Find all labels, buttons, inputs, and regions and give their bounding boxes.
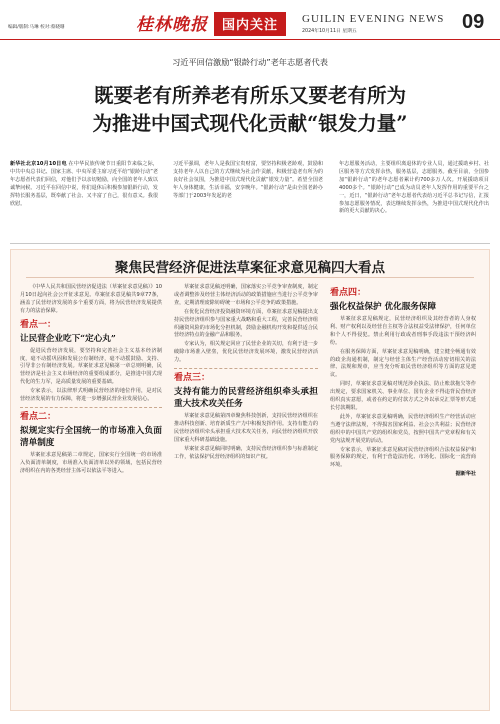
point-3-title: 支持有能力的民营经济组织牵头承担重大技术攻关任务 [174,387,318,410]
point-2-title: 拟规定实行全国统一的市场准入负面清单制度 [20,425,162,448]
dateline-lead: 新华社北京10月10日电 [10,161,67,167]
editor-credit: 编辑/版制:马琳 校对:蔡晓珊 [8,25,65,30]
paragraph: 草案征求意见稿规定，民营经济组织及其经营者的人身权利、财产权利以及经营自主权等合法权益受法律保护，任何单位和个人不得侵犯。禁止利用行政或者刑事手段违法干预经济纠纷。 [330,316,476,346]
newspaper-brand: GUILIN EVENING NEWS [302,13,445,25]
dashed-divider [174,368,318,369]
paragraph: 草案征求意见稿第四章聚焦科技创新，支持民营经济组织在推动科技创新、培育新质生产力中积极发挥作用。支持有能力的民营经济组织牵头承担重大技术攻关任务，向民营经济组织开放国家重大科研基础设施。 [174,413,318,443]
paragraph: 草案征求意见稿还明确，国家落实公平竞争审查制度，制定或者调整涉及经营主体经济活动的政策措施应当进行公平竞争审查，定期清理废除妨碍统一市场和公平竞争的政策措施。 [174,284,318,306]
page-number: 09 [462,11,485,33]
page-header [0,0,500,40]
article-column-1 [10,161,158,208]
point-4-label: 看点四： [330,288,367,298]
feature-column-1 [20,284,162,477]
paragraph: 草案征求意见稿同时明确，支持民营经济组织参与标准制定工作，依法保护民营经济组织的知识产权。 [174,445,318,460]
paragraph: 在服务保障方面，草案征求意见稿明确，建立健全畅通有效的政企沟通机制，制定与经营主体生产经营活动密切相关的法律、法规和规章，应当充分听取民营经济组织等方面的意见建议。 [330,348,476,379]
point-1-title: 让民营企业吃下“定心丸” [20,333,116,344]
paragraph: 专家认为，相关规定回应了民营企业的关切，有利于进一步破除市场准入壁垒，优化民营经济发展环境，激发民营经济活力。 [174,341,318,364]
article-text-3: 年志愿服务活动，主要组织离退休的专业人员，通过援助乡村、社区服务等方式发挥余热，服务基层，志愿服务。截至目前，全国参加“银龄行动”的老年志愿者累计约700多万人次。开展援助项目4000多个。“银龄行动”已成为动员老年人发挥作用的重要平台之一，近日，“银龄行动”老年志愿者代表给习近平总书记写信，汇报参加志愿服务情况，表达继续发挥余热，为推进中国式现代化作出新的更大贡献的决心。 [339,161,489,215]
article-column-3 [339,161,489,216]
feature-title-rule [26,277,474,278]
point-2-label: 看点二： [20,411,57,422]
paragraph: 此外，草案征求意见稿明确，民营经济组织生产经营活动应当遵守法律法规，不得损害国家利益、社会公共利益；民营经济组织中的中国共产党的组织和党员，按照中国共产党章程和有关党内法规开展党的活动。 [330,413,476,444]
feature-title: 聚焦民营经济促进法草案征求意见稿四大看点 [115,260,385,276]
feature-intro: 《中华人民共和国民营经济促进法（草案征求意见稿）》10月10日起向社会公开征求意见。草案征求意见稿共9章77条，涵盖了民营经济发展的多个重要方面，将为民营经济发展提供有力的法治保障。 [20,284,162,314]
paragraph: 草案征求意见稿第二章规定，国家实行全国统一的市场准入负面清单制度，市场准入负面清单以外的领域，包括民营经济组织在内的各类经营主体可以依法平等进入。 [20,451,162,474]
newspaper-logo: 桂林晚报 [136,15,208,35]
paragraph: 专家表示，以法律形式明确民营经济的地位作用，是对民营经济发展的有力保障，将进一步增强民营企业发展信心。 [20,388,162,403]
source-credit: 据新华社 [455,471,476,478]
point-1-label: 看点一： [20,319,57,330]
article-text-2: 习近平强调，老年人是我国宝贵财富，要坚持积极老龄观，鼓励和支持老年人以自己的方式继续为社会作贡献，积极营造老有所为的良好社会氛围，为推进中国式现代化贡献“银发力量”。希望全国老年人身体健康，生活幸福，安享晚年。“银龄行动”是由全国老龄办等部门于2003年发起的老 [173,161,323,199]
feature-column-2 [174,284,318,463]
section-label: 国内关注 [214,12,286,36]
paragraph: 同时，草案征求意见稿对规范涉企执法、防止账款拖欠等作出规定，要求国家机关、事业单位、国有企业不得违背民营经济组织真实意愿，或者在约定的付款方式之外以承兑汇票等形式延长付款期限。 [330,381,476,411]
headline-line-1: 既要老有所养老有所乐又要老有所为 [93,84,406,107]
section-divider [10,243,490,244]
article-headline [8,82,492,138]
paragraph: 促进民营经济发展，要坚持和完善社会主义基本经济制度，毫不动摇巩固和发展公有制经济，毫不动摇鼓励、支持、引导非公有制经济发展。草案征求意见稿第一章总则明确，民营经济是社会主义市场经济的重要组成部分，是推进中国式现代化的生力军，是高质量发展的重要基础。 [20,347,162,386]
point-4-title: 强化权益保护 优化服务保障 [330,302,437,312]
issue-date: 2024年10月11日 星期五 [302,29,357,34]
article-kicker: 习近平回信激励“银龄行动”老年志愿者代表 [172,57,328,67]
article-text-1: 在中华民族传统节日重阳节来临之际，中共中央总书记、国家主席、中央军委主席习近平给“银龄行动”老年志愿者代表们回信，对他们予以亲切勉励，向全国的老年人致以诚挚问候。习近平在回信中说，你们退休后积极参加银龄行动，发挥特长服务基层，既奉献了社会、又丰富了自己，很有意义。我很欣慰。 [10,161,158,207]
paragraph: 在优化民营经济投资融资环境方面，草案征求意见稿提出支持民营经济组织参与国家重大战略和重大工程，完善民营经济组织融资风险的市场化分担机制，鼓励金融机构开发和提供适合民营经济特点的金融产品和服务。 [174,308,318,339]
headline-line-2: 为推进中国式现代化贡献“银发力量” [92,112,408,135]
article-column-2 [173,161,323,201]
paragraph: 专家表示，草案征求意见稿对民营经济组织合法权益保护和服务保障的规定，有利于营造法治化、市场化、国际化一流营商环境。 [330,446,476,469]
dashed-divider [20,407,162,408]
feature-column-3 [330,284,476,479]
point-3-label: 看点三： [174,373,211,384]
